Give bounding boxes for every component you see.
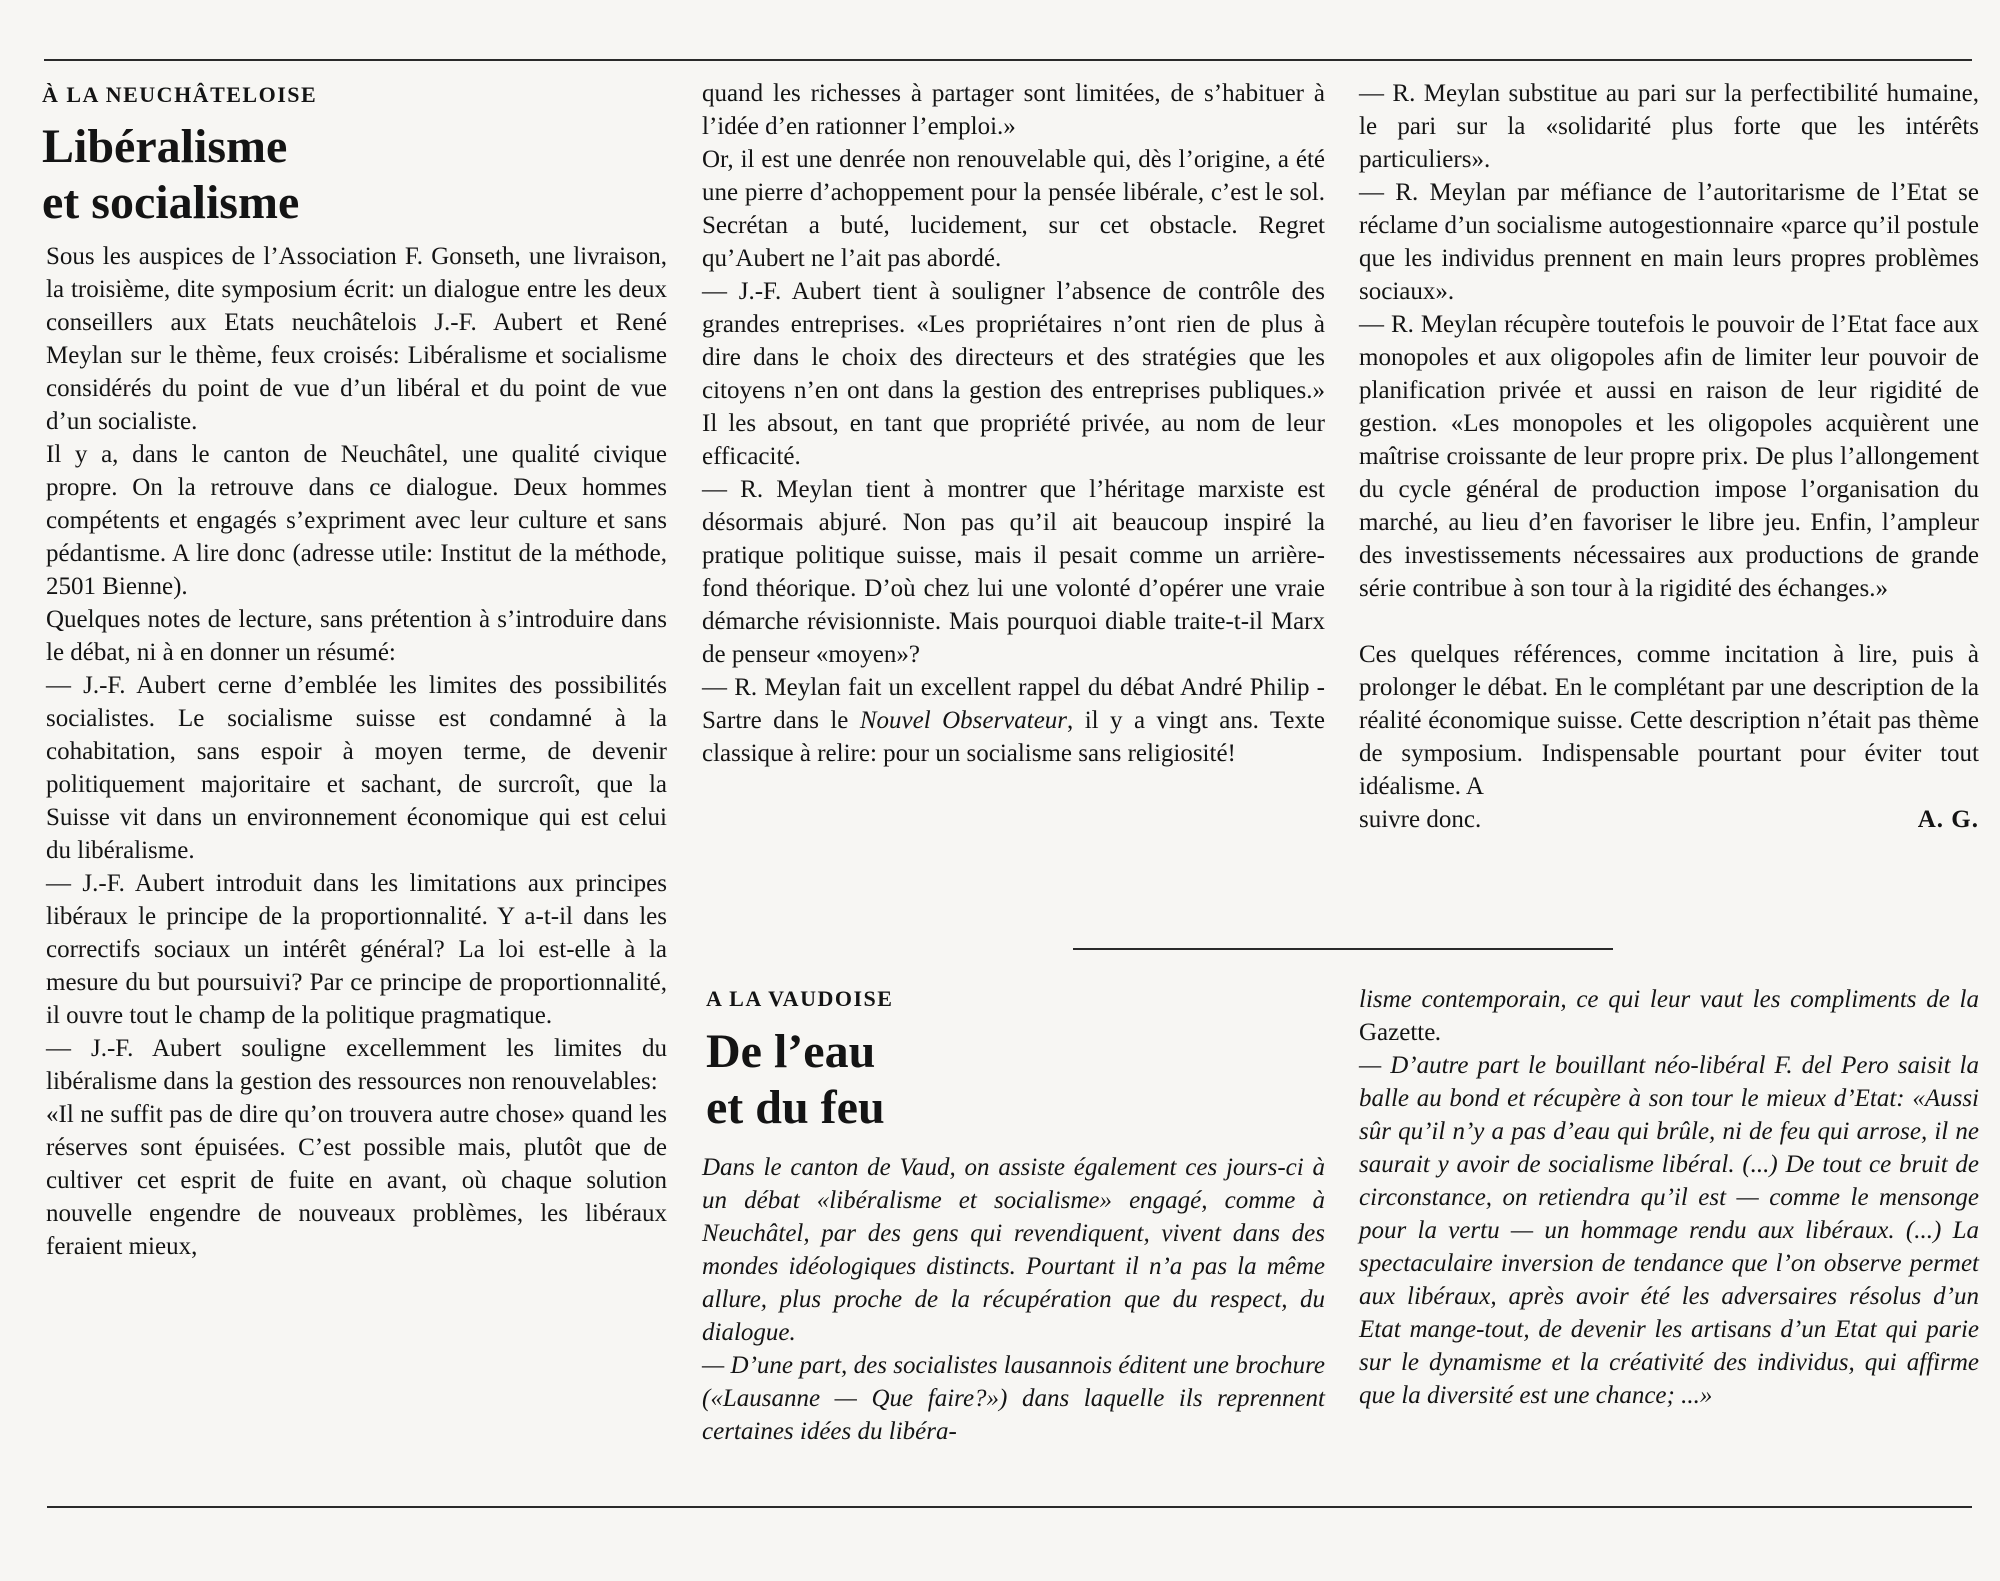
publication-title: Nouvel Observateur: [859, 707, 1068, 734]
paragraph: — J.-F. Aubert introduit dans les limitations aux principes libéraux le principe de la proportionnalité. Y a-t-il dans les correctifs sociaux un intérêt général? La loi est-elle à la mesure du but poursuivi? Par ce principe de proportionnalité, il ouvre tout le champ de la politique pragmatique.: [46, 870, 667, 1029]
paragraph: Or, il est une denrée non renouvelable qui, dès l’origine, a été une pierre d’achoppement pour la pensée libérale, c’est le sol. Secrétan a buté, lucidement, sur cet obstacle. Regret qu’Aubert ne l’ait pas abordé.: [702, 146, 1325, 272]
text-span: .: [1435, 1019, 1442, 1046]
article2-title-line1: De l’eau: [706, 1025, 876, 1078]
paragraph: — R. Meylan tient à montrer que l’héritage marxiste est désormais abjuré. Non pas qu’il ait beaucoup inspiré la pratique politique suisse, mais il pesait comme un arrière-fond théorique. D’où chez lui une volonté d’opérer une vraie démarche révisionniste. Mais pourquoi diable traite-t-il Marx de penseur «moyen»?: [702, 476, 1325, 668]
paragraph: quand les richesses à partager sont limitées, de s’habituer à l’idée d’en rationner l’emploi.»: [702, 80, 1325, 140]
article1-column2: [702, 77, 1325, 770]
article1-title-line2: et socialisme: [42, 176, 300, 229]
article1-title: [42, 119, 299, 231]
text-span: , il y a vingt ans. Texte classique à relire: pour un socialisme sans religiosité!: [702, 707, 1325, 767]
author-signature: A. G.: [1917, 806, 1979, 833]
section-divider: [1073, 948, 1613, 950]
closing-paragraph: Ces quelques références, comme incitation à lire, puis à prolonger le débat. En le complétant par une description de la réalité économique suisse. Cette description n’était pas thème de symposium. Indispensable pourtant pour éviter tout idéalisme. A: [1359, 641, 1979, 800]
article1-column1: [46, 240, 667, 1263]
paragraph: [702, 671, 1325, 770]
publication-title: Gazette: [1359, 1019, 1436, 1046]
text-span: lisme contemporain, ce qui leur vaut les compliments de la: [1359, 986, 1979, 1013]
article2-title-line2: et du feu: [706, 1081, 885, 1134]
paragraph: Sous les auspices de l’Association F. Gonseth, une livraison, la troisième, dite symposium écrit: un dialogue entre les deux conseillers aux Etats neuchâtelois J.-F. Aubert et René Meylan sur le thème, feux croisés: Libéralisme et socialisme considérés du point de vue d’un libéral et du point de vue d’un socialiste.: [46, 243, 667, 435]
paragraph: — R. Meylan récupère toutefois le pouvoir de l’Etat face aux monopoles et aux oligopoles afin de limiter leur pouvoir de planification privée et aussi en raison de leur rigidité de gestion. «Les monopoles et les oligopoles acquièrent une maîtrise croissante de leur propre prix. De plus l’allongement du cycle général de production impose l’organisation du marché, au lieu d’en favoriser le libre jeu. Enfin, l’ampleur des investissements nécessaires aux productions de grande série contribue à son tour à la rigidité des échanges.»: [1359, 311, 1979, 602]
closing-text: suivre donc.: [1359, 806, 1482, 833]
article1-title-line1: Libéralisme: [42, 120, 288, 173]
signature-line: [1359, 803, 1979, 836]
text-span: — R. Meylan fait un excellent rappel du débat André Philip - Sartre dans le: [702, 674, 1325, 734]
article2-title: [706, 1024, 885, 1136]
article2-column2: [1359, 983, 1979, 1412]
article2-column1: [702, 1151, 1325, 1448]
article1-column3: [1359, 77, 1979, 836]
bottom-rule: [47, 1506, 1972, 1508]
paragraph: Quelques notes de lecture, sans prétention à s’introduire dans le débat, ni à en donner un résumé:: [46, 606, 667, 666]
paragraph: Dans le canton de Vaud, on assiste également ces jours-ci à un débat «libéralisme et socialisme» engagé, comme à Neuchâtel, par des gens qui revendiquent, vivent dans des mondes idéologiques distincts. Pourtant il n’a pas la même allure, plus proche de la récupération que du respect, du dialogue.: [702, 1154, 1325, 1346]
paragraph: [1359, 983, 1979, 1049]
paragraph: Il y a, dans le canton de Neuchâtel, une qualité civique propre. On la retrouve dans ce dialogue. Deux hommes compétents et engagés s’expriment avec leur culture et sans pédantisme. A lire donc (adresse utile: Institut de la méthode, 2501 Bienne).: [46, 441, 667, 600]
paragraph: «Il ne suffit pas de dire qu’on trouvera autre chose» quand les réserves sont épuisées. C’est possible mais, plutôt que de cultiver cet esprit de fuite en avant, où chaque solution nouvelle engendre de nouveaux problèmes, les libéraux feraient mieux,: [46, 1101, 667, 1260]
paragraph: — J.-F. Aubert tient à souligner l’absence de contrôle des grandes entreprises. «Les propriétaires n’ont rien de plus à dire dans le choix des directeurs et des stratégies que les citoyens n’en ont dans la gestion des entreprises publiques.» Il les absout, en tant que propriété privée, au nom de leur efficacité.: [702, 278, 1325, 470]
paragraph: — R. Meylan par méfiance de l’autoritarisme de l’Etat se réclame d’un socialisme autogestionnaire «parce qu’il postule que les individus prennent en main leurs propres problèmes sociaux».: [1359, 179, 1979, 305]
paragraph: — D’une part, des socialistes lausannois éditent une brochure («Lausanne — Que faire?») dans laquelle ils reprennent certaines idées du libéra-: [702, 1352, 1325, 1445]
paragraph: — J.-F. Aubert cerne d’emblée les limites des possibilités socialistes. Le socialisme suisse est condamné à la cohabitation, sans espoir à moyen terme, de devenir politiquement majoritaire et sachant, de surcroît, que la Suisse vit dans un environnement économique qui est celui du libéralisme.: [46, 672, 667, 864]
article2-kicker: A LA VAUDOISE: [706, 986, 894, 1011]
article1-kicker: À LA NEUCHÂTELOISE: [42, 82, 318, 107]
paragraph: — J.-F. Aubert souligne excellemment les limites du libéralisme dans la gestion des ressources non renouvelables:: [46, 1035, 667, 1095]
top-rule: [44, 59, 1972, 61]
paragraph: — R. Meylan substitue au pari sur la perfectibilité humaine, le pari sur la «solidarité plus forte que les intérêts particuliers».: [1359, 80, 1979, 173]
paragraph: — D’autre part le bouillant néo-libéral F. del Pero saisit la balle au bond et récupère à son tour le mieux d’Etat: «Aussi sûr qu’il n’y a pas d’eau qui brûle, ni de feu qui arrose, il ne saurait y avoir de socialisme libéral. (...) De tout ce bruit de circonstance, on retiendra qu’il est — comme le mensonge pour la vertu — un hommage rendu aux libéraux. (...) La spectaculaire inversion de tendance que l’on observe permet aux libéraux, après avoir été les adversaires résolus d’un Etat mange-tout, de devenir les artisans d’un Etat qui parie sur le dynamisme et la créativité des individus, qui affirme que la diversité est une chance; ...»: [1359, 1052, 1979, 1409]
